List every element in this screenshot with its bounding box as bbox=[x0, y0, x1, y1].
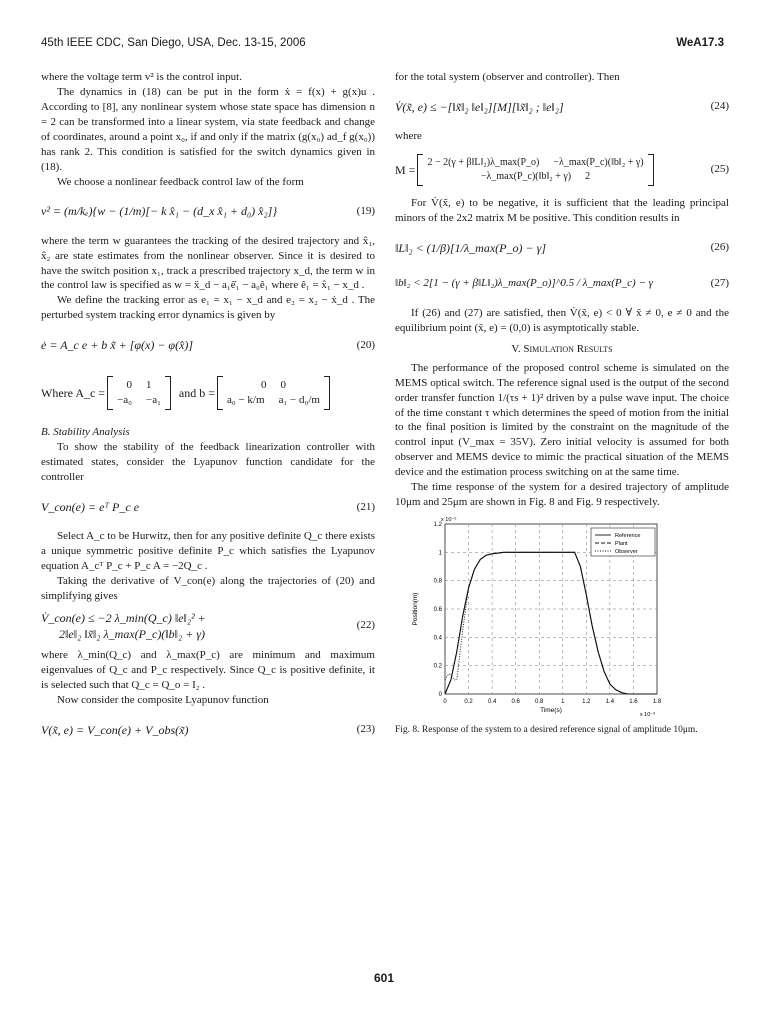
equation-24 bbox=[395, 85, 729, 129]
legend-label: Plant bbox=[615, 541, 628, 548]
matrix-cell: a₁ − d₀/m bbox=[278, 394, 320, 407]
section-heading: V. Simulation Results bbox=[511, 342, 613, 355]
paragraph: We define the tracking error as e₁ = x₁ − x_d and e₂ = x₂ − ẋ_d . The perturbed system tracking error dynamics is given by bbox=[41, 294, 375, 322]
page-number: 601 bbox=[373, 971, 395, 985]
matrix-cell: a₀ − k/m bbox=[227, 394, 265, 407]
x-tick-label: 0.2 bbox=[464, 699, 473, 706]
matrix-cell: −λ_max(P_c)(‖b‖₂ + γ) bbox=[480, 170, 572, 182]
x-tick-label: 0.6 bbox=[511, 699, 520, 706]
equation-20 bbox=[41, 323, 375, 367]
matrix-m bbox=[417, 154, 653, 185]
equation-body: ‖L‖₂ < (1/β)[1/λ_max(P_o) − γ] bbox=[395, 240, 546, 255]
equation-22 bbox=[41, 604, 375, 648]
equation-body: ė = A_c e + b x̃ + [φ(x) − φ(x̂)] bbox=[41, 338, 194, 353]
paragraph: The time response of the system for a desired trajectory of amplitude 10μm and 25μm are shown in Fig. 8 and Fig. 9 respectively. bbox=[395, 481, 729, 509]
equation-number: (23) bbox=[356, 723, 375, 736]
left-column bbox=[41, 70, 375, 752]
x-tick-label: 1.2 bbox=[582, 699, 591, 706]
equation-number: (26) bbox=[710, 241, 729, 254]
paragraph: We choose a nonlinear feedback control law of the form bbox=[57, 175, 304, 188]
y-exponent: x 10⁻⁵ bbox=[441, 517, 457, 524]
equation-body-line2: 2‖e‖₂ ‖x̃‖₂ λ_max(P_c)(‖b‖₂ + γ) bbox=[59, 626, 206, 641]
and-label: and b = bbox=[178, 386, 216, 401]
equation-body: V(x̃, e) = V_con(e) + V_obs(x̃) bbox=[41, 722, 189, 737]
equation-27 bbox=[395, 270, 729, 298]
y-axis-label: Position(m) bbox=[412, 592, 419, 626]
paragraph: The performance of the proposed control scheme is simulated on the MEMS optical switch. The reference signal used is the output of the second order transfer function 1/(τs + 1)² driven by a pulse wave input. The choice of the time constant τ which determines the speed of motion from the initial to the final position is limited by the constraint on the magnitude of the control input (V_max = 35V). Zero initial velocity is assumed for both observer and MEMS device to mimic the practical situation of the MEMS device and the estimation process switching on at the same time. bbox=[395, 361, 729, 479]
equation-number: (27) bbox=[710, 277, 729, 290]
matrix-cell: 0 bbox=[126, 379, 132, 392]
x-exponent: x 10⁻³ bbox=[639, 712, 655, 719]
x-tick-label: 1 bbox=[561, 699, 565, 706]
paragraph: for the total system (observer and controller). Then bbox=[395, 71, 620, 83]
y-tick-label: 0 bbox=[438, 692, 442, 699]
equation-body: V_con(e) = eᵀ P_c e bbox=[41, 500, 140, 514]
paragraph: For V̇(x̃, e) to be negative, it is sufficient that the leading principal minors of the 2x2 matrix M be positive. This condition results in bbox=[395, 196, 729, 224]
paragraph: Taking the derivative of V_con(e) along the trajectories of (20) and simplifying gives bbox=[41, 575, 375, 602]
running-header-left: 45th IEEE CDC, San Diego, USA, Dec. 13-15, 2006 bbox=[41, 37, 306, 49]
x-tick-label: 0.4 bbox=[487, 699, 497, 706]
legend-label: Reference bbox=[615, 533, 641, 540]
matrix-b bbox=[217, 376, 330, 410]
paragraph: The dynamics in (18) can be put in the form ẋ = f(x) + g(x)u . According to [8], any nonlinear system whose state space has dimension n = 2 can be transformed into a linear system, via state feedback and change of coordinates, around a point x₀, if and only if the matrix (g(x₀) ad_f g(x₀)) has rank 2. This condition is satisfied for the switch dynamics given in (18). bbox=[41, 85, 375, 173]
matrix-ac bbox=[107, 376, 171, 410]
matrix-cell: 1 bbox=[146, 379, 152, 392]
equation-number: (22) bbox=[356, 618, 375, 631]
paragraph: Now consider the composite Lyapunov function bbox=[57, 693, 269, 706]
matrix-cell: −λ_max(P_c)(‖b‖₂ + γ) bbox=[553, 157, 644, 169]
y-tick-label: 1 bbox=[438, 550, 442, 557]
equation-19 bbox=[41, 190, 375, 234]
matrix-cell: 0 bbox=[260, 379, 267, 392]
matrix-cell: −a₁ bbox=[146, 394, 161, 407]
equation-number: (21) bbox=[356, 500, 375, 513]
equation-body: v² = (m/kₑ){w − (1/m)[− k x̂₁ − (d_x x̂₁ + d₀) x̂₂]} bbox=[41, 204, 278, 219]
matrix-cell: 0 bbox=[280, 379, 286, 392]
right-column bbox=[395, 70, 729, 737]
x-tick-label: 0 bbox=[443, 699, 447, 706]
legend-label: Observer bbox=[615, 549, 638, 556]
y-tick-label: 1.2 bbox=[433, 522, 442, 529]
equation-number: (19) bbox=[356, 205, 375, 218]
response-chart bbox=[395, 512, 729, 722]
x-tick-label: 1.8 bbox=[652, 699, 662, 706]
x-tick-label: 1.6 bbox=[629, 699, 638, 706]
paragraph: Select A_c to be Hurwitz, then for any positive definite Q_c there exists a unique symmetric positive definite P_c which satisfies the Lyapunov equation A_cᵀ P_c + P_c A = −2Q_c . bbox=[41, 530, 375, 573]
equation-body-line1: V̇_con(e) ≤ −2 λ_min(Q_c) ‖e‖₂² + bbox=[41, 610, 206, 625]
matrix-cell: 2 − 2(γ + β‖L‖₂)λ_max(P_o) bbox=[427, 157, 540, 169]
y-tick-label: 0.4 bbox=[433, 635, 442, 642]
matrix-definitions bbox=[41, 367, 375, 419]
x-axis-label: Time(s) bbox=[540, 707, 562, 715]
matrix-label: M = bbox=[395, 162, 416, 177]
equation-23 bbox=[41, 708, 375, 752]
equation-26 bbox=[395, 226, 729, 270]
paragraph: where λ_min(Q_c) and λ_max(P_c) are minimum and maximum eigenvalues of Q_c and P_c respectively. Since Q_c is positive definite, it is selected such that Q_c = Q_o = I₂ . bbox=[41, 648, 375, 691]
equation-21 bbox=[41, 485, 375, 529]
figure-caption: Fig. 8. Response of the system to a desired reference signal of amplitude 10μm. bbox=[395, 725, 698, 736]
matrix-cell: 2 bbox=[585, 170, 591, 182]
where-label: Where A_c = bbox=[41, 386, 106, 401]
paragraph: where bbox=[395, 129, 422, 142]
paragraph: where the term w guarantees the tracking of the desired trajectory and x̂₁, x̂₂ are state estimates from the nonlinear observer. Since it is desired to have the switch position x₁, track a prescribed trajectory x_d, the term w in the control law is specified as w = ẍ_d − a₁ê̇₁ − a₀ê₁ where ê₁ = x̂₁ − x_d . bbox=[41, 234, 375, 292]
section-heading: B. Stability Analysis bbox=[41, 426, 130, 439]
x-tick-label: 0.8 bbox=[535, 699, 544, 706]
paragraph: To show the stability of the feedback linearization controller with estimated states, consider the Lyapunov function candidate for the controller bbox=[41, 441, 375, 484]
paragraph: If (26) and (27) are satisfied, then V̇(x̃, e) < 0 ∀ x̃ ≠ 0, e ≠ 0 and the equilibrium point (x̃, e) = (0,0) is asymptotically stable. bbox=[395, 306, 729, 334]
y-tick-label: 0.2 bbox=[433, 663, 442, 670]
equation-number: (20) bbox=[356, 338, 375, 351]
figure-8 bbox=[395, 512, 729, 722]
x-tick-label: 1.4 bbox=[605, 699, 615, 706]
running-header-right: WeA17.3 bbox=[676, 37, 724, 49]
equation-body: ‖b‖₂ < 2[1 − (γ + β‖L‖₂)λ_max(P_o)]^0.5 / λ_max(P_c) − γ bbox=[395, 277, 653, 290]
paragraph: where the voltage term v² is the control input. bbox=[41, 71, 242, 83]
y-tick-label: 0.6 bbox=[433, 607, 442, 614]
equation-25 bbox=[395, 144, 729, 196]
equation-body: V̇(x̃, e) ≤ −[‖x̃‖₂ ‖e‖₂][M][‖x̃‖₂ ; ‖e‖₂] bbox=[395, 99, 564, 114]
matrix-cell: −a₀ bbox=[117, 394, 132, 407]
equation-number: (25) bbox=[710, 163, 729, 176]
equation-number: (24) bbox=[710, 100, 729, 113]
y-tick-label: 0.8 bbox=[433, 578, 442, 585]
